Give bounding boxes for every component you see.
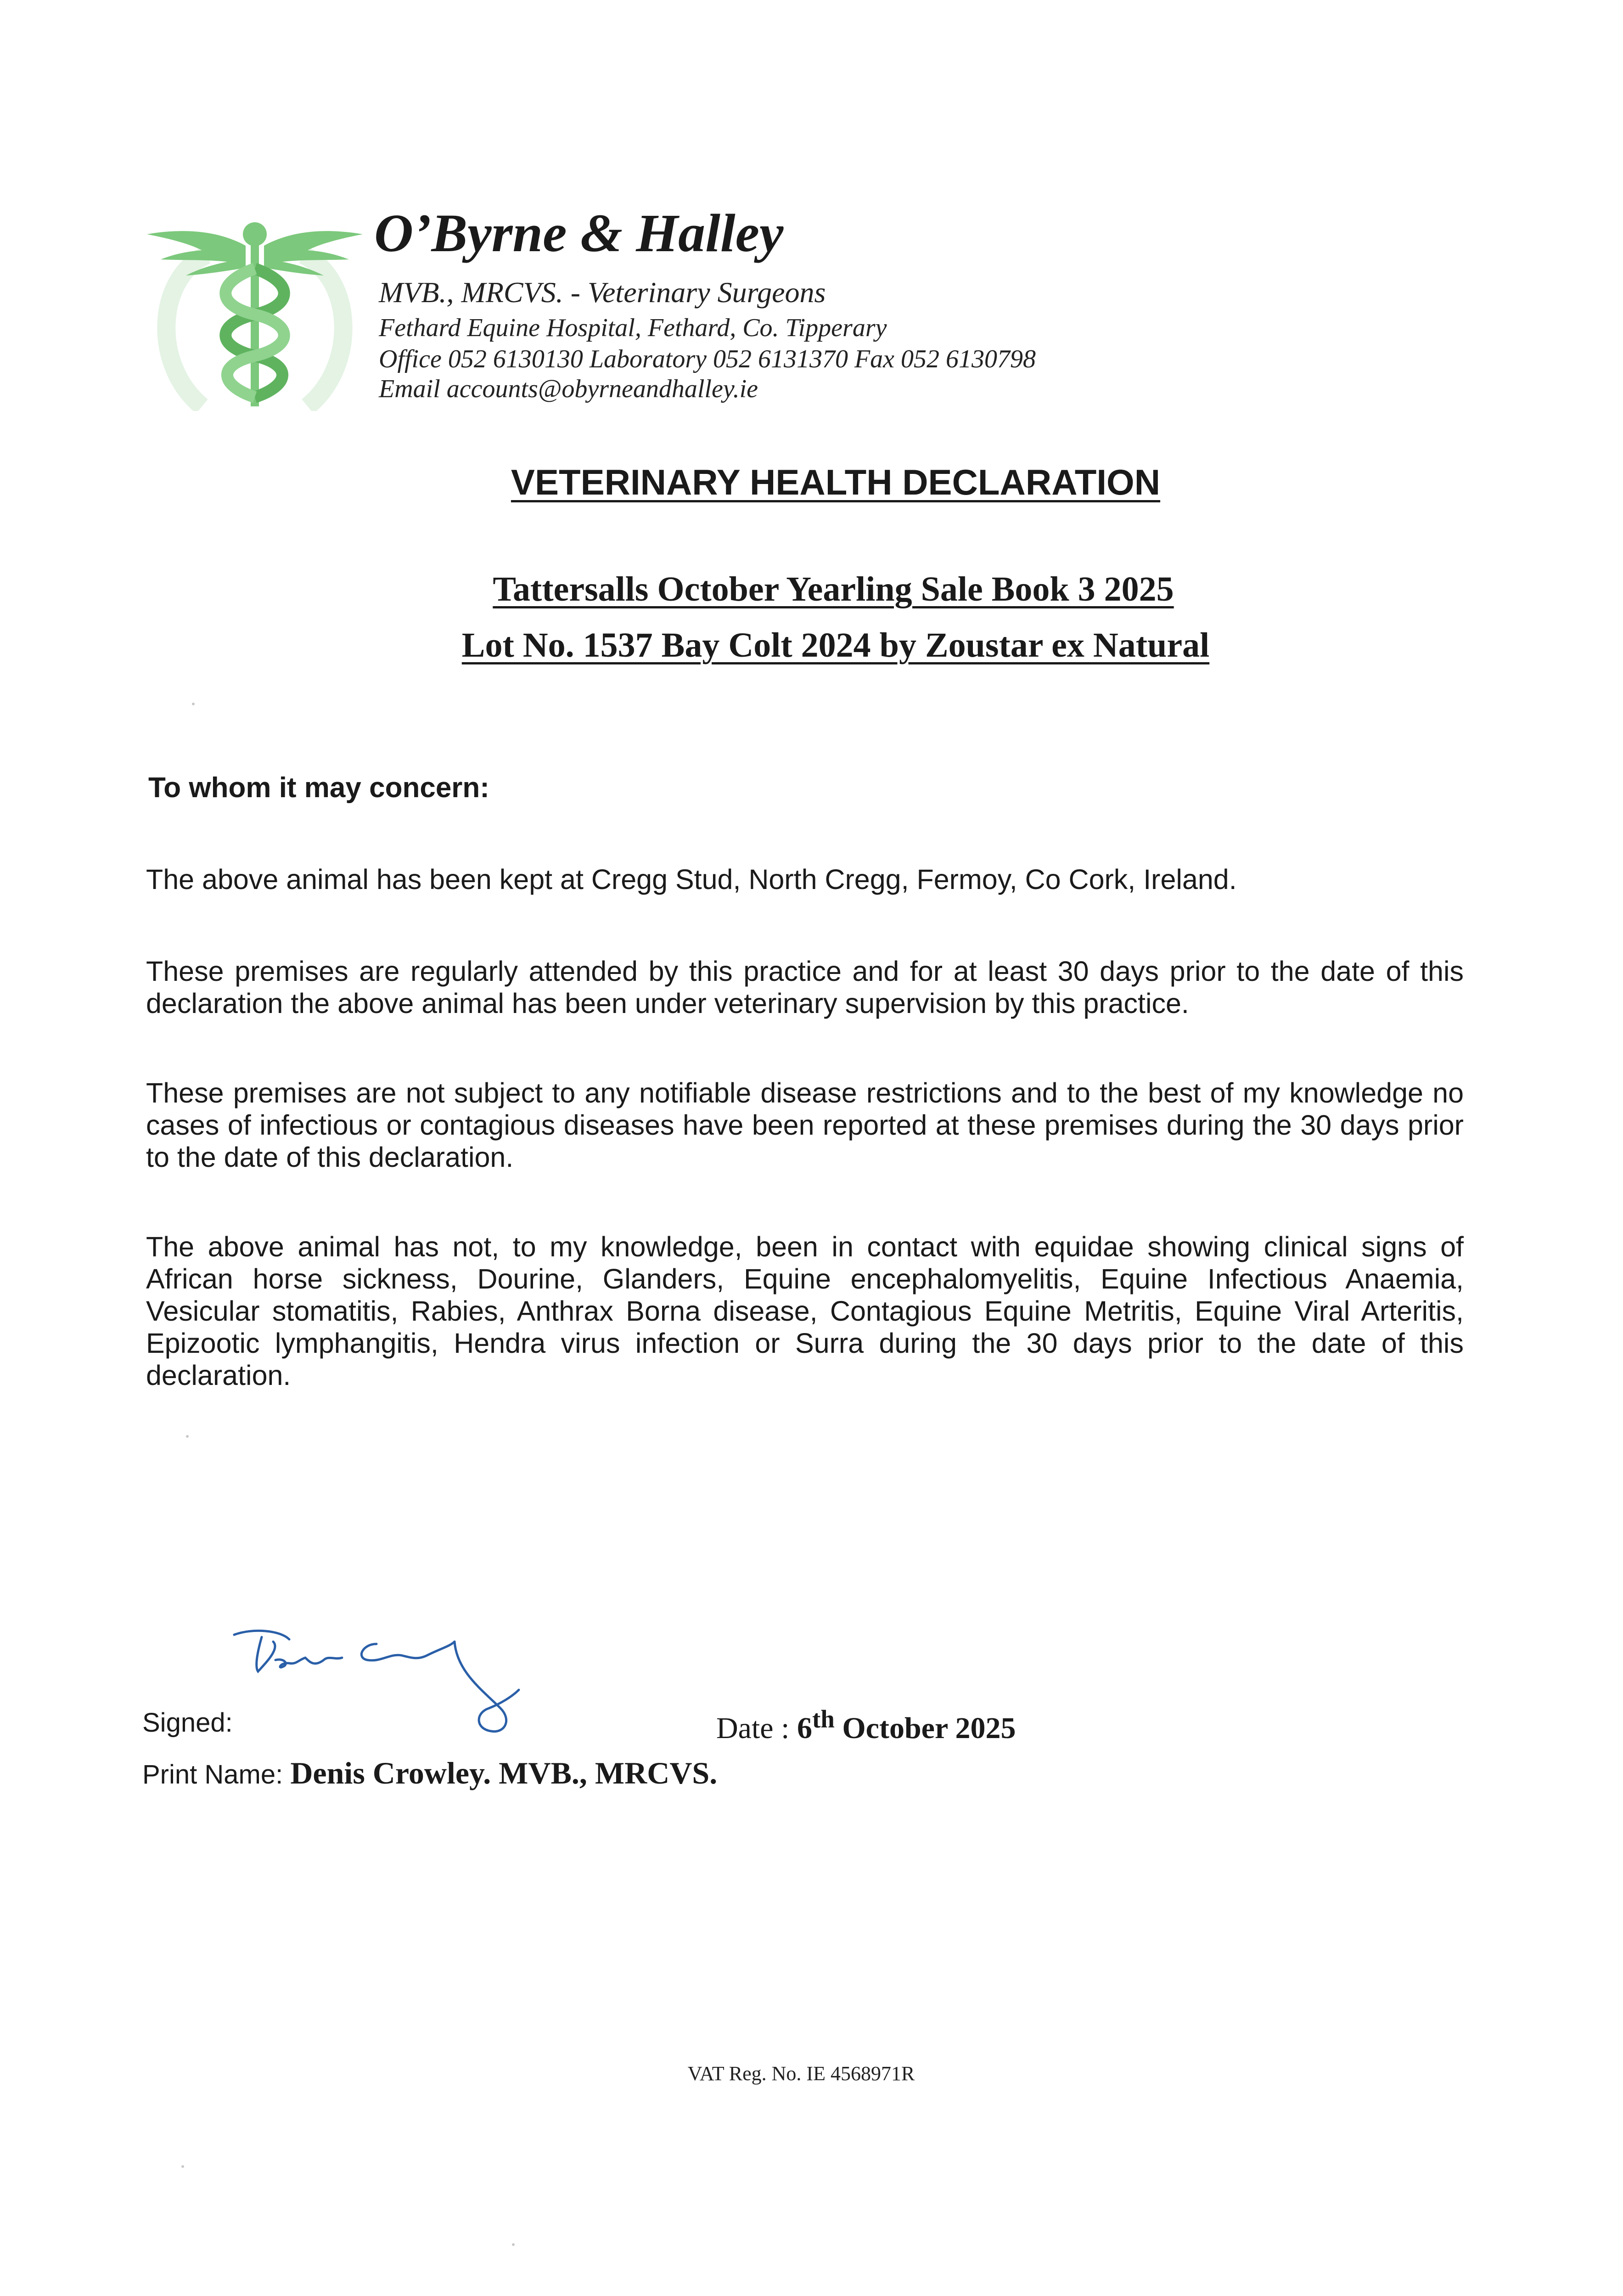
date-day: 6 bbox=[797, 1711, 812, 1745]
paragraph-disease-contact: The above animal has not, to my knowledge, been in contact with equidae showing clinical signs of African horse sickness, Dourine, Glanders, Equine encephalomyelitis, Equine Infectious Anaemia, Vesicular stomatitis, Rabies, Anthrax Borna disease, Contagious Equine Metritis, Equine Viral Arteritis, Epizootic lymphangitis, Hendra virus infection or Surra during the 30 days prior to the date of this declaration. bbox=[146, 1231, 1464, 1391]
greeting: To whom it may concern: bbox=[148, 772, 489, 804]
paragraph-restrictions: These premises are not subject to any notifiable disease restrictions and to the best of my knowledge no cases of infectious or contagious diseases have been reported at these premises during the 30 days prior to the date of this declaration. bbox=[146, 1077, 1464, 1173]
firm-email: Email accounts@obyrneandhalley.ie bbox=[379, 375, 758, 403]
print-name-line bbox=[142, 1755, 717, 1791]
lot-heading bbox=[0, 625, 1623, 665]
paragraph-supervision: These premises are regularly attended by this practice and for at least 30 days prior to the date of this declaration the above animal has been under veterinary supervision by this practice. bbox=[146, 956, 1464, 1019]
signature-date bbox=[716, 1705, 1016, 1746]
scan-speck bbox=[181, 2165, 184, 2168]
date-value bbox=[797, 1705, 1016, 1745]
date-suffix: th bbox=[812, 1705, 835, 1733]
scan-speck bbox=[186, 1435, 189, 1438]
document-title bbox=[0, 461, 1623, 503]
sale-heading-text: Tattersalls October Yearling Sale Book 3 2025 bbox=[493, 570, 1174, 608]
sale-heading bbox=[0, 569, 1623, 609]
firm-address: Fethard Equine Hospital, Fethard, Co. Tipperary bbox=[379, 314, 887, 342]
firm-name: O’Byrne & Halley bbox=[374, 203, 784, 263]
document-title-text: VETERINARY HEALTH DECLARATION bbox=[511, 462, 1161, 502]
date-label: Date : bbox=[716, 1711, 797, 1745]
signed-label: Signed: bbox=[142, 1708, 233, 1738]
date-month-year: October 2025 bbox=[834, 1711, 1016, 1745]
scan-speck bbox=[512, 2243, 515, 2246]
firm-phone-numbers: Office 052 6130130 Laboratory 052 6131370 Fax 052 6130798 bbox=[379, 345, 1036, 373]
vat-registration: VAT Reg. No. IE 4568971R bbox=[687, 2062, 915, 2085]
paragraph-premises: The above animal has been kept at Cregg Stud, North Cregg, Fermoy, Co Cork, Ireland. bbox=[146, 864, 1237, 895]
scan-speck bbox=[192, 703, 195, 705]
caduceus-horseshoe-icon bbox=[147, 214, 363, 411]
firm-qualifications: MVB., MRCVS. - Veterinary Surgeons bbox=[379, 276, 826, 309]
print-name-value: Denis Crowley. MVB., MRCVS. bbox=[290, 1756, 718, 1790]
print-name-label: Print Name: bbox=[142, 1760, 291, 1790]
lot-heading-text: Lot No. 1537 Bay Colt 2024 by Zoustar ex Natural bbox=[461, 626, 1210, 664]
handwritten-signature bbox=[225, 1621, 546, 1740]
